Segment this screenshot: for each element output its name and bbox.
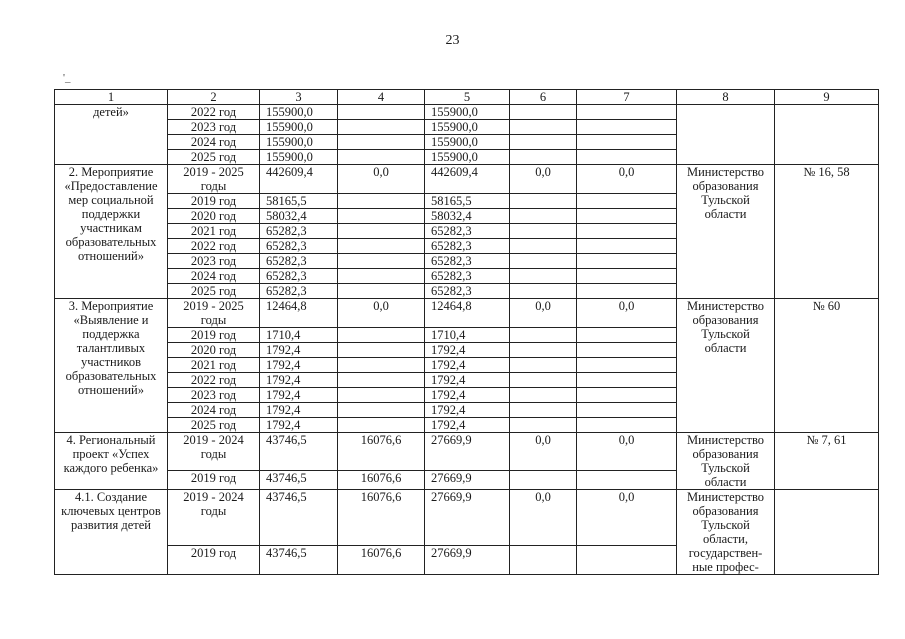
table-cell: 2023 год (168, 120, 260, 135)
table-cell: 3. Мероприятие «Выявление и поддержка талантливых участников образовательных отношений» (55, 299, 168, 433)
table-cell (338, 150, 425, 165)
table-cell: 1792,4 (260, 343, 338, 358)
table-cell (510, 358, 577, 373)
table-cell (577, 135, 677, 150)
table-cell: Министерство образования Тульской области, государствен- ные профес- (677, 490, 775, 575)
table-cell (510, 224, 577, 239)
table-cell: 2. Мероприятие «Предоставление мер социальной поддержки участникам образовательных отношений» (55, 165, 168, 299)
table-cell (338, 120, 425, 135)
table-cell: 0,0 (338, 299, 425, 328)
table-cell: 155900,0 (425, 105, 510, 120)
table-cell (510, 546, 577, 575)
table-cell: 58032,4 (260, 209, 338, 224)
table-cell: 65282,3 (260, 284, 338, 299)
table-cell: 155900,0 (260, 120, 338, 135)
table-cell (510, 194, 577, 209)
table-cell: Министерство образования Тульской области (677, 299, 775, 433)
table-cell: 16076,6 (338, 470, 425, 489)
table-cell: 2022 год (168, 373, 260, 388)
table-cell: 2019 - 2025 годы (168, 165, 260, 194)
table-cell (775, 105, 879, 165)
table-body (55, 90, 879, 575)
table-cell: 1792,4 (425, 418, 510, 433)
table-cell: 0,0 (577, 433, 677, 471)
table-cell: 43746,5 (260, 490, 338, 546)
column-header: 2 (168, 90, 260, 105)
table-cell (510, 343, 577, 358)
table-cell (577, 358, 677, 373)
table-cell: 0,0 (510, 433, 577, 471)
table-cell: 1792,4 (425, 373, 510, 388)
table-cell: 12464,8 (260, 299, 338, 328)
table-cell: 2019 год (168, 328, 260, 343)
table-cell (338, 105, 425, 120)
table-cell: 1792,4 (425, 343, 510, 358)
table-cell (510, 388, 577, 403)
table-cell: 2023 год (168, 388, 260, 403)
table-cell: 1792,4 (425, 358, 510, 373)
table-cell: 2020 год (168, 209, 260, 224)
table-cell: Министерство образования Тульской области (677, 165, 775, 299)
table-cell: 58032,4 (425, 209, 510, 224)
table-cell (775, 490, 879, 575)
table-cell: 65282,3 (425, 254, 510, 269)
table-cell: 1710,4 (260, 328, 338, 343)
table-cell (510, 373, 577, 388)
table-cell (510, 135, 577, 150)
table-cell: 442609,4 (425, 165, 510, 194)
table-cell (510, 328, 577, 343)
table-cell: 1792,4 (260, 418, 338, 433)
table-cell (577, 546, 677, 575)
table-row (55, 433, 879, 471)
table-cell (338, 284, 425, 299)
table-cell (338, 418, 425, 433)
table-cell: 65282,3 (260, 239, 338, 254)
table-cell (338, 388, 425, 403)
table-cell (510, 284, 577, 299)
table-cell: 58165,5 (260, 194, 338, 209)
table-cell (577, 343, 677, 358)
table-cell (577, 418, 677, 433)
table-cell: 43746,5 (260, 433, 338, 471)
table-cell: 2021 год (168, 224, 260, 239)
table-cell: № 7, 61 (775, 433, 879, 490)
table-cell: 4.1. Создание ключевых центров развития детей (55, 490, 168, 575)
table-cell (577, 194, 677, 209)
column-header: 9 (775, 90, 879, 105)
table-cell: 4. Региональный проект «Успех каждого ребенка» (55, 433, 168, 490)
table-cell: 2019 - 2025 годы (168, 299, 260, 328)
table-cell: 155900,0 (425, 150, 510, 165)
table-cell: 2019 - 2024 годы (168, 433, 260, 471)
table-cell: 58165,5 (425, 194, 510, 209)
table-cell: 1792,4 (425, 388, 510, 403)
table-cell: Министерство образования Тульской области (677, 433, 775, 490)
table-cell: 0,0 (510, 299, 577, 328)
table-cell: 1792,4 (260, 388, 338, 403)
table-cell: 1792,4 (260, 373, 338, 388)
table-cell: 2022 год (168, 105, 260, 120)
table-cell: 65282,3 (425, 269, 510, 284)
table-cell: 2019 год (168, 546, 260, 575)
table-cell: 12464,8 (425, 299, 510, 328)
table-row (55, 299, 879, 328)
table-cell (338, 343, 425, 358)
table-cell (510, 209, 577, 224)
table-cell: 65282,3 (260, 254, 338, 269)
table-cell: 27669,9 (425, 470, 510, 489)
table-cell: 16076,6 (338, 490, 425, 546)
table-cell (577, 269, 677, 284)
table-cell: 0,0 (510, 165, 577, 194)
table-row (55, 105, 879, 120)
table-cell (510, 254, 577, 269)
table-cell: 2020 год (168, 343, 260, 358)
table-cell (510, 120, 577, 135)
table-cell (338, 224, 425, 239)
table-cell (338, 135, 425, 150)
table-cell: 442609,4 (260, 165, 338, 194)
table-cell: № 60 (775, 299, 879, 433)
table-cell: 16076,6 (338, 433, 425, 471)
table-cell (338, 403, 425, 418)
table-row (55, 165, 879, 194)
budget-table (54, 89, 879, 575)
table-cell: 1792,4 (260, 403, 338, 418)
table-cell (577, 328, 677, 343)
table-cell: 155900,0 (260, 135, 338, 150)
table-cell: 65282,3 (425, 239, 510, 254)
table-cell: 65282,3 (260, 224, 338, 239)
column-header: 4 (338, 90, 425, 105)
table-cell: 2019 год (168, 470, 260, 489)
table-cell (510, 239, 577, 254)
table-cell: детей» (55, 105, 168, 165)
table-cell: 27669,9 (425, 490, 510, 546)
table-cell (338, 269, 425, 284)
table-cell (510, 470, 577, 489)
table-cell: 2024 год (168, 403, 260, 418)
table-cell (577, 120, 677, 135)
table-cell: 2022 год (168, 239, 260, 254)
header-row (55, 90, 879, 105)
table-cell: 2024 год (168, 135, 260, 150)
table-cell: 0,0 (338, 165, 425, 194)
table-cell: 0,0 (510, 490, 577, 546)
table-cell (338, 254, 425, 269)
table-cell: 43746,5 (260, 470, 338, 489)
table-cell: 2019 год (168, 194, 260, 209)
stray-mark: '_ (63, 72, 71, 84)
table-cell (510, 269, 577, 284)
table-cell: 0,0 (577, 490, 677, 546)
table-cell (577, 224, 677, 239)
table-cell (577, 254, 677, 269)
table-cell: 1792,4 (425, 403, 510, 418)
table-cell (338, 239, 425, 254)
column-header: 6 (510, 90, 577, 105)
table-cell: 27669,9 (425, 433, 510, 471)
table-cell (577, 150, 677, 165)
table-cell (338, 358, 425, 373)
table-cell (577, 403, 677, 418)
table-cell (577, 105, 677, 120)
table-cell (338, 194, 425, 209)
table-cell: 1792,4 (260, 358, 338, 373)
table-cell (510, 403, 577, 418)
table-cell (338, 373, 425, 388)
table-cell: 155900,0 (260, 105, 338, 120)
table-cell: 2025 год (168, 284, 260, 299)
table-cell (577, 470, 677, 489)
table-cell: 2024 год (168, 269, 260, 284)
table-cell: 2021 год (168, 358, 260, 373)
table-row (55, 490, 879, 546)
table-cell: 2025 год (168, 418, 260, 433)
page-number: 23 (445, 33, 460, 48)
table-cell (677, 105, 775, 165)
table-cell: 65282,3 (425, 284, 510, 299)
table-cell: 2025 год (168, 150, 260, 165)
table-cell (577, 284, 677, 299)
column-header: 5 (425, 90, 510, 105)
table-cell: 155900,0 (260, 150, 338, 165)
table-cell (510, 418, 577, 433)
table-cell (577, 388, 677, 403)
table-cell: 2019 - 2024 годы (168, 490, 260, 546)
table-cell (338, 328, 425, 343)
table-cell (577, 239, 677, 254)
column-header: 1 (55, 90, 168, 105)
table-cell (510, 150, 577, 165)
column-header: 3 (260, 90, 338, 105)
table-cell: 27669,9 (425, 546, 510, 575)
table-cell: № 16, 58 (775, 165, 879, 299)
column-header: 8 (677, 90, 775, 105)
table-cell (577, 373, 677, 388)
table-cell: 43746,5 (260, 546, 338, 575)
table-cell: 0,0 (577, 299, 677, 328)
table-cell: 155900,0 (425, 120, 510, 135)
table-cell (577, 209, 677, 224)
table-cell: 65282,3 (260, 269, 338, 284)
table-cell: 155900,0 (425, 135, 510, 150)
table-cell (510, 105, 577, 120)
table-cell: 65282,3 (425, 224, 510, 239)
table-cell: 16076,6 (338, 546, 425, 575)
table-cell (338, 209, 425, 224)
table-cell: 0,0 (577, 165, 677, 194)
column-header: 7 (577, 90, 677, 105)
table-cell: 2023 год (168, 254, 260, 269)
table-cell: 1710,4 (425, 328, 510, 343)
